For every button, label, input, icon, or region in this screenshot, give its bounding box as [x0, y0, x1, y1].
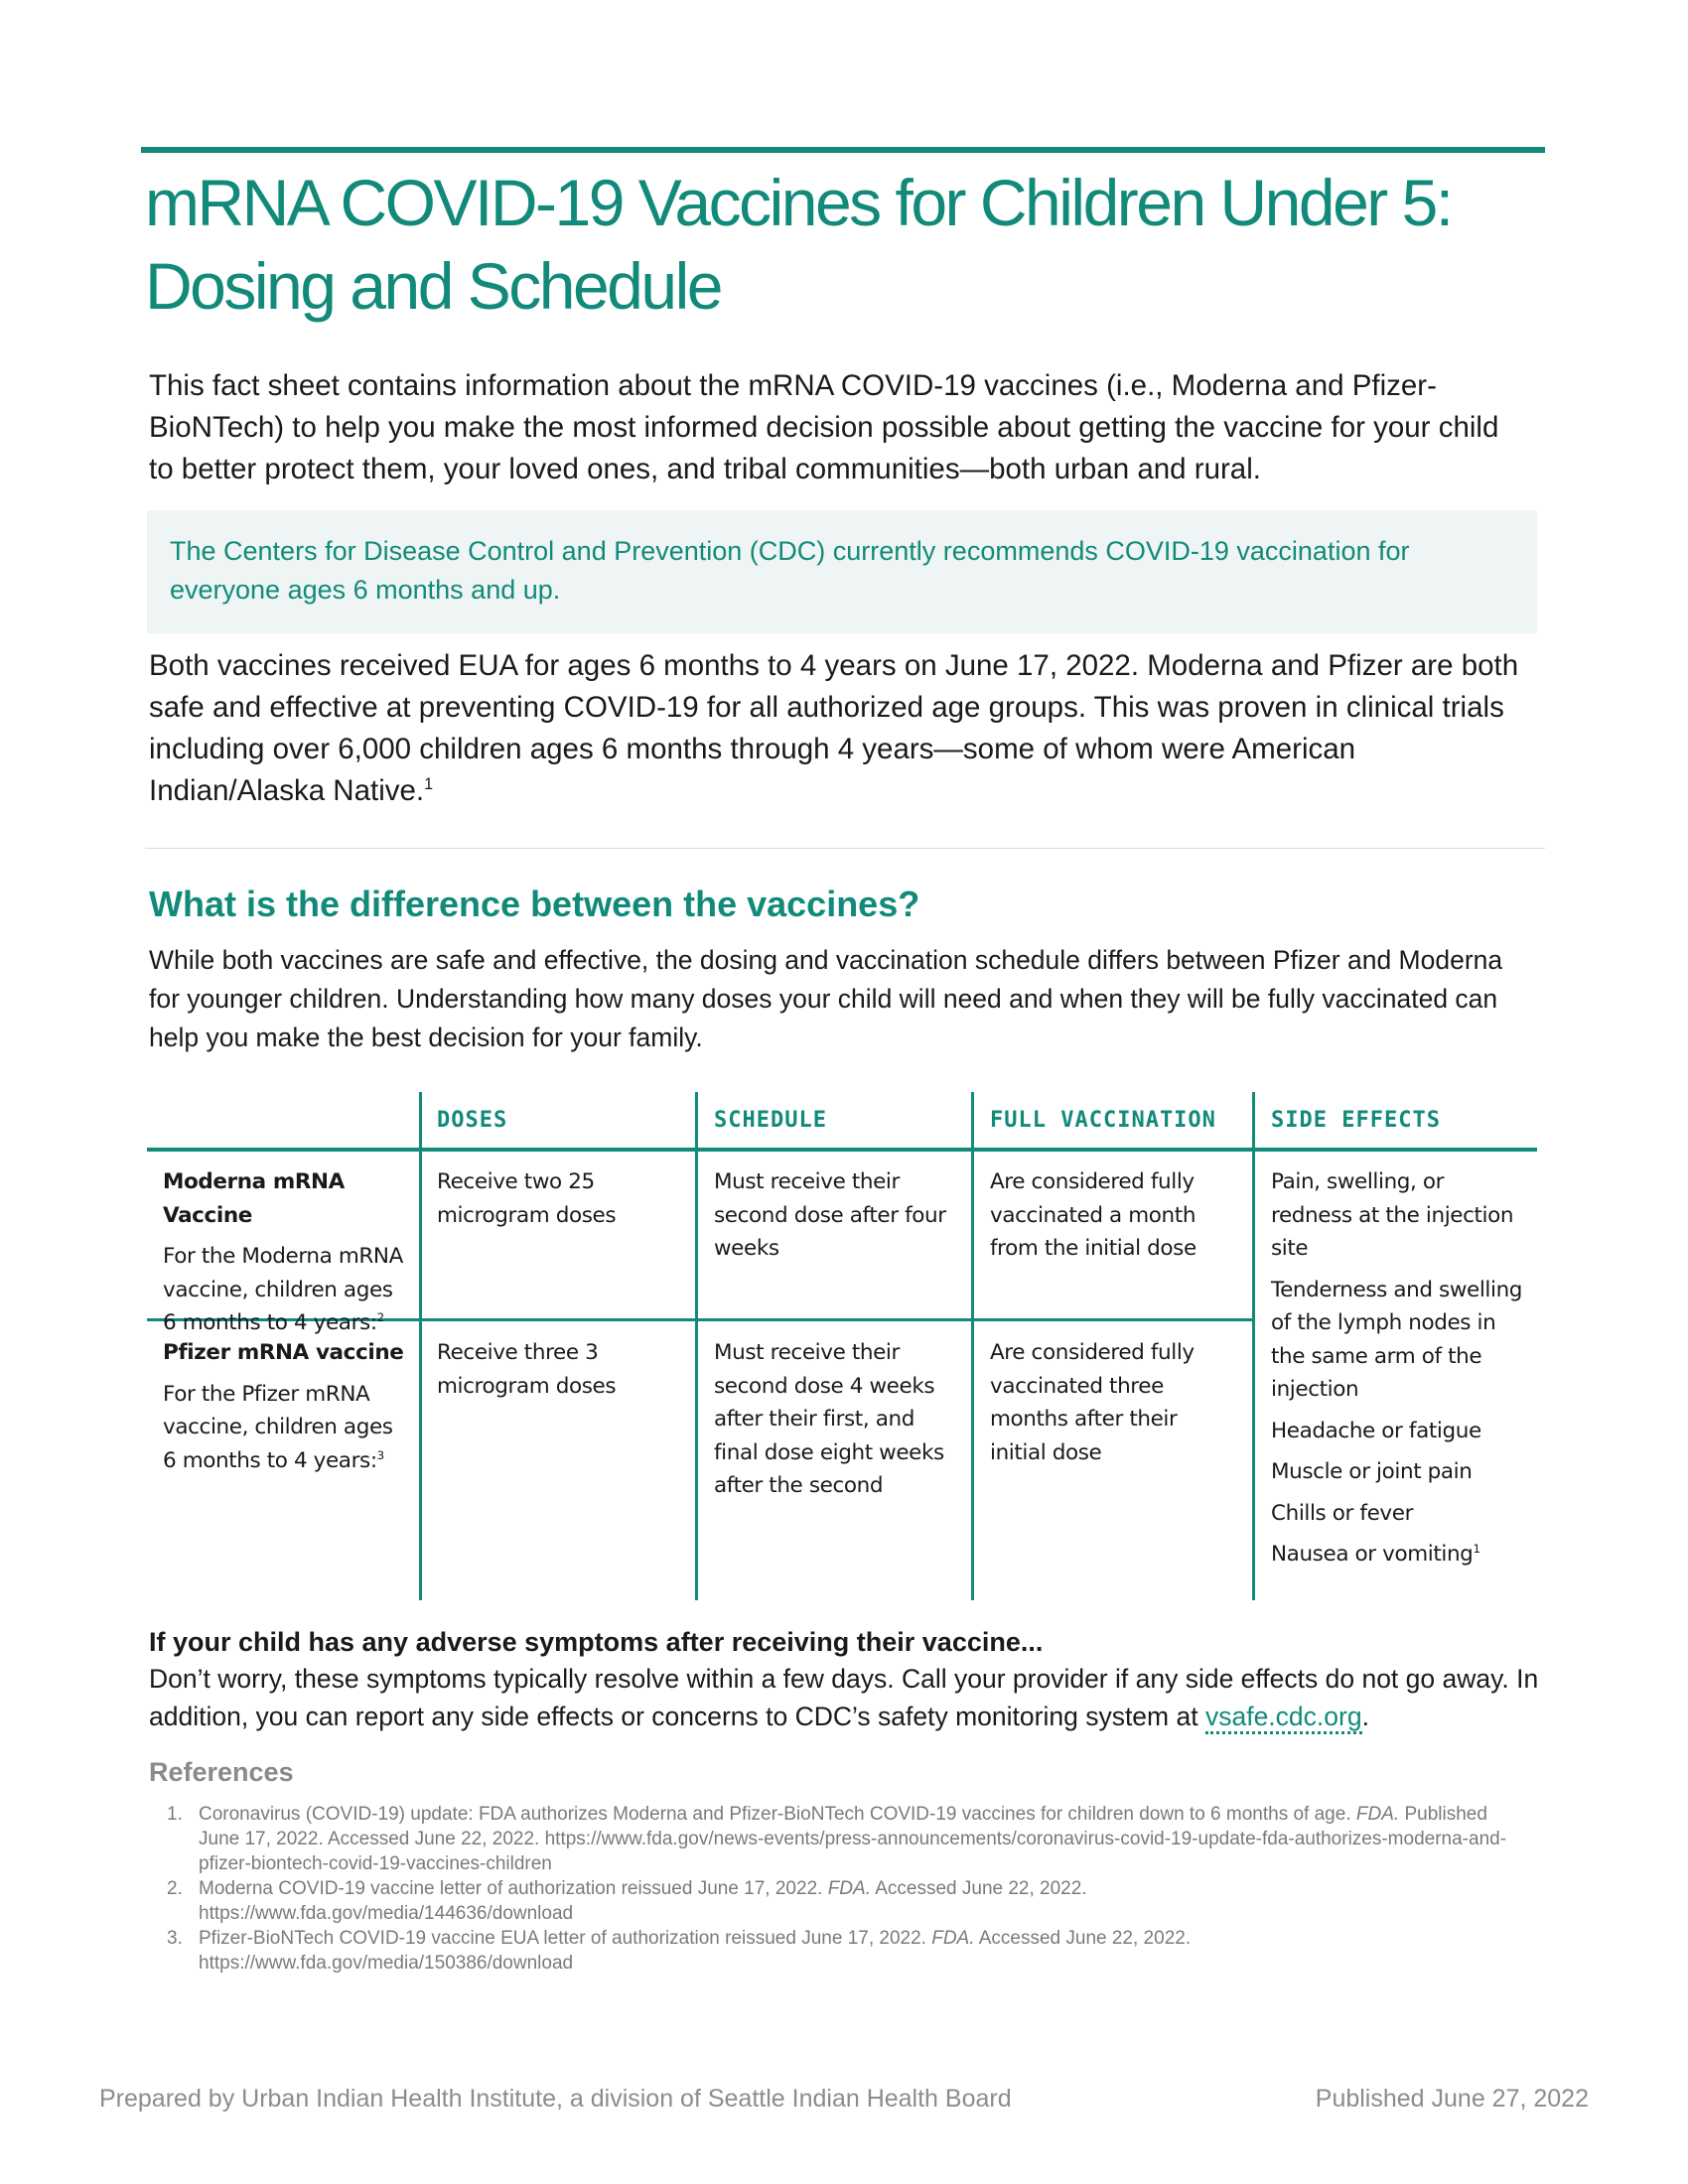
reference-number: 2.: [167, 1878, 183, 1899]
eua-paragraph: [149, 645, 1539, 812]
eua-ref: 1: [424, 775, 434, 794]
reference-item: [163, 1802, 1533, 1876]
reference-tail: Accessed June 22, 2022.: [875, 1878, 1087, 1899]
moderna-label-cell: [163, 1165, 406, 1340]
reference-number: 1.: [167, 1804, 183, 1825]
reference-number: 3.: [167, 1928, 183, 1949]
reference-source: FDA.: [827, 1878, 871, 1899]
pfizer-full-vaccination: Are considered fully vaccinated three months after their initial dose: [990, 1340, 1195, 1465]
side-effect-item: Muscle or joint pain: [1271, 1459, 1473, 1484]
header-side-effects: SIDE EFFECTS: [1271, 1108, 1441, 1133]
pfizer-name: Pfizer mRNA vaccine: [163, 1340, 404, 1365]
adverse-end: .: [1361, 1702, 1369, 1731]
column-divider: [419, 1092, 422, 1600]
moderna-full-vaccination: Are considered fully vaccinated a month from the initial dose: [990, 1169, 1196, 1261]
reference-tail: Accessed June 22, 2022.: [978, 1928, 1192, 1949]
vaccine-comparison-table: [147, 1092, 1537, 1600]
references-heading: References: [149, 1757, 294, 1787]
side-effect-item: Pain, swelling, or redness at the injection site: [1271, 1169, 1514, 1261]
reference-tail: Published June 17, 2022. Accessed June 22, 2022. https://www.fda.gov/news-events/press-announcements/coronavirus-covid-19-update-fda-authorizes-moderna-and-pfizer-biontech-covid-19-vaccines-children: [199, 1804, 1507, 1874]
reference-text: Coronavirus (COVID-19) update: FDA authorizes Moderna and Pfizer-BioNTech COVID-19 vaccines for children down to 6 months of age.: [199, 1804, 1351, 1825]
pfizer-schedule: Must receive their second dose 4 weeks after their first, and final dose eight weeks after the second: [714, 1340, 944, 1498]
reference-url[interactable]: https://www.fda.gov/media/150386/download: [199, 1953, 574, 1974]
header-doses: DOSES: [437, 1108, 508, 1133]
side-effect-item: Chills or fever: [1271, 1500, 1414, 1526]
reference-text: Moderna COVID-19 vaccine letter of authorization reissued June 17, 2022.: [199, 1878, 823, 1899]
title-rule: [141, 147, 1545, 153]
adverse-text: Don’t worry, these symptoms typically resolve within a few days. Call your provider if any side effects do not go away. In addition, you can report any side effects or concerns to CDC’s safety monitoring system at: [149, 1664, 1539, 1731]
header-rule: [147, 1148, 1537, 1152]
moderna-desc: For the Moderna mRNA vaccine, children ages 6 months to 4 years:: [163, 1244, 403, 1335]
pfizer-doses: Receive three 3 microgram doses: [437, 1340, 617, 1399]
vsafe-link[interactable]: vsafe.cdc.org: [1205, 1702, 1362, 1734]
pfizer-desc: For the Pfizer mRNA vaccine, children ages 6 months to 4 years:: [163, 1381, 393, 1473]
side-effects-list: [1271, 1165, 1529, 1579]
difference-heading: What is the difference between the vaccines?: [149, 884, 920, 924]
side-effect-item: Tenderness and swelling of the lymph nodes in the same arm of the injection: [1271, 1277, 1523, 1402]
pfizer-ref: 3: [376, 1447, 384, 1462]
side-effects-ref: 1: [1473, 1541, 1480, 1556]
footer-published-date: Published June 27, 2022: [1315, 2085, 1589, 2113]
references-list: [163, 1802, 1533, 1976]
moderna-schedule: Must receive their second dose after four weeks: [714, 1169, 946, 1261]
header-schedule: SCHEDULE: [714, 1108, 827, 1133]
page-title: mRNA COVID-19 Vaccines for Children Under 5: Dosing and Schedule: [145, 166, 1452, 323]
reference-text: Pfizer-BioNTech COVID-19 vaccine EUA letter of authorization reissued June 17, 2022.: [199, 1928, 926, 1949]
footer-prepared-by: Prepared by Urban Indian Health Institute, a division of Seattle Indian Health Board: [99, 2085, 1012, 2113]
moderna-name: Moderna mRNA Vaccine: [163, 1169, 345, 1228]
column-divider: [695, 1092, 698, 1600]
moderna-doses: Receive two 25 microgram doses: [437, 1169, 617, 1228]
column-divider: [971, 1092, 974, 1600]
reference-item: [163, 1876, 1533, 1926]
recommendation-callout: [147, 510, 1537, 633]
reference-source: FDA.: [1355, 1804, 1400, 1825]
side-effect-last-text: Nausea or vomiting: [1271, 1542, 1474, 1567]
eua-text: Both vaccines received EUA for ages 6 months to 4 years on June 17, 2022. Moderna and Pfizer are both safe and effective at preventing COVID-19 for all authorized age groups. This was proven in clinical trials including over 6,000 children ages 6 months through 4 years—some of whom were American Indian/Alaska Native.: [149, 649, 1519, 807]
pfizer-label-cell: [163, 1336, 406, 1477]
difference-text: While both vaccines are safe and effective, the dosing and vaccination schedule differs between Pfizer and Moderna for younger children. Understanding how many doses your child will need and when they will be fully vaccinated can help you make the best decision for your family.: [149, 945, 1503, 1052]
reference-item: [163, 1926, 1533, 1976]
adverse-heading: If your child has any adverse symptoms after receiving their vaccine...: [149, 1627, 1044, 1657]
moderna-ref: 2: [376, 1309, 384, 1324]
column-divider: [1252, 1092, 1255, 1600]
side-effect-item: Headache or fatigue: [1271, 1418, 1481, 1443]
reference-url[interactable]: https://www.fda.gov/media/144636/download: [199, 1903, 574, 1924]
section-divider: [145, 848, 1545, 849]
side-effect-item: [1271, 1538, 1529, 1571]
adverse-paragraph: [149, 1660, 1539, 1735]
reference-source: FDA.: [931, 1928, 975, 1949]
header-full-vaccination: FULL VACCINATION: [990, 1108, 1216, 1133]
callout-text: The Centers for Disease Control and Prevention (CDC) currently recommends COVID-19 vaccination for everyone ages 6 months and up.: [170, 536, 1410, 605]
intro-paragraph: This fact sheet contains information about the mRNA COVID-19 vaccines (i.e., Moderna and Pfizer-BioNTech) to help you make the most informed decision possible about getting the vaccine for your child to better protect them, your loved ones, and tribal communities—both urban and rural.: [149, 369, 1499, 485]
